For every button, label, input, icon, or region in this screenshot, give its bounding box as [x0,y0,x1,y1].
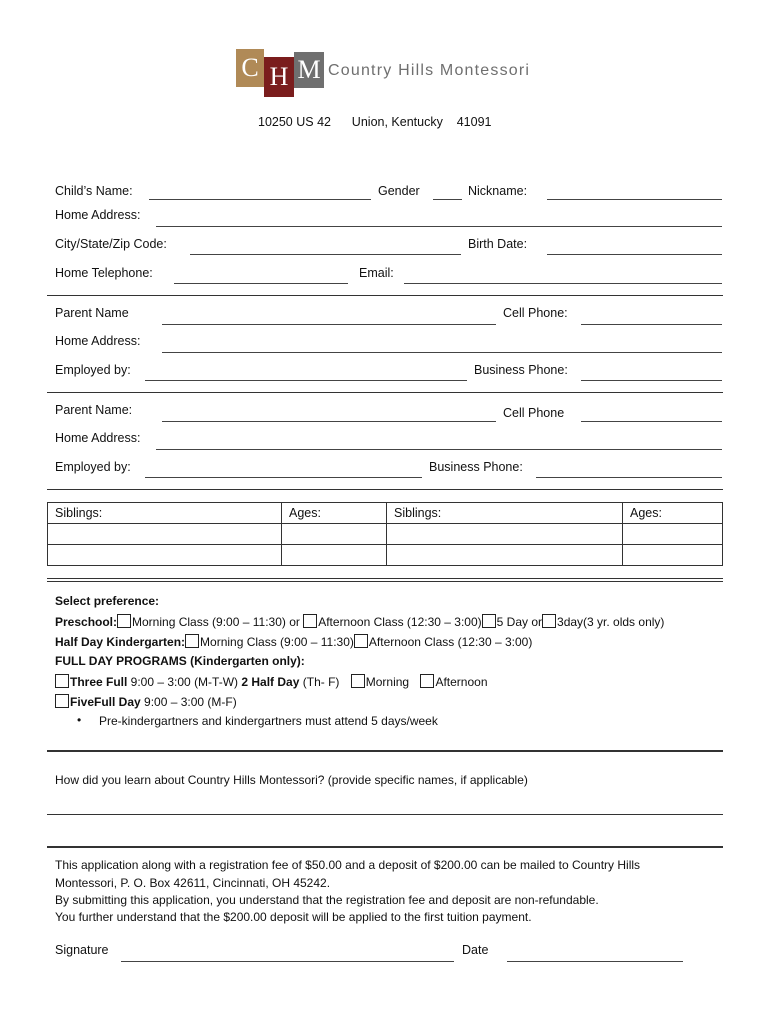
preschool-row [55,614,664,629]
halfday-morning-label: Morning Class (9:00 – 11:30) [200,635,354,649]
city-state-zip-label: City/State/Zip Code: [55,237,167,251]
five-day-checkbox[interactable] [482,614,496,628]
three-full-time: 9:00 – 3:00 (M-T-W) [127,675,242,689]
home-address-label: Home Address: [55,208,141,222]
parent2-home-address-field[interactable] [156,449,722,450]
select-preference-title: Select preference: [55,594,160,608]
ages-header: Ages: [623,503,723,524]
preschool-morning-label: Morning Class (9:00 – 11:30) or [132,615,300,629]
parent1-home-address-field[interactable] [162,352,722,353]
logo-letter-m: M [294,52,324,88]
halfday-label: Half Day Kindergarten: [55,635,186,649]
preschool-afternoon-label: Afternoon Class (12:30 – 3:00) [318,615,482,629]
ages-header: Ages: [282,503,387,524]
footer-paragraph-line: By submitting this application, you understand that the registration fee and deposit are non-refundable. [55,893,599,907]
sibling-name-cell[interactable] [48,545,282,566]
afternoon-label: Afternoon [435,675,488,689]
parent1-name-field[interactable] [162,324,496,325]
preschool-label: Preschool: [55,615,118,629]
parent1-home-address-label: Home Address: [55,334,141,348]
afternoon-checkbox[interactable] [420,674,434,688]
school-address: 10250 US 42 Union, Kentucky 41091 [258,115,492,129]
three-full-checkbox[interactable] [55,674,69,688]
birth-date-label: Birth Date: [468,237,528,251]
sibling-age-cell[interactable] [623,524,723,545]
childs-name-label: Child’s Name: [55,184,133,198]
section-divider [47,489,723,490]
logo [236,49,536,97]
halfday-row [55,634,532,649]
gender-label: Gender [378,184,420,198]
birth-date-field[interactable] [547,254,722,255]
two-half-time: (Th- F) [299,675,340,689]
parent2-employed-label: Employed by: [55,460,131,474]
attendance-note: Pre-kindergartners and kindergartners must attend 5 days/week [99,714,438,728]
nickname-label: Nickname: [468,184,528,198]
sibling-name-cell[interactable] [48,524,282,545]
parent2-employed-field[interactable] [145,477,422,478]
parent2-home-address-label: Home Address: [55,431,141,445]
footer-paragraph-line: Montessori, P. O. Box 42611, Cincinnati, OH 45242. [55,876,331,890]
parent1-cell-label: Cell Phone: [503,306,568,320]
section-divider [47,750,723,752]
gender-field[interactable] [433,199,462,200]
date-field[interactable] [507,961,683,962]
halfday-afternoon-checkbox[interactable] [354,634,368,648]
date-label: Date [462,943,489,957]
parent2-business-field[interactable] [536,477,722,478]
threefull-row [55,674,488,689]
fivefull-row [55,694,237,709]
three-day-label: 3day(3 yr. olds only) [557,615,665,629]
parent2-cell-label: Cell Phone [503,406,565,420]
home-address-field[interactable] [156,226,722,227]
footer-paragraph-line: You further understand that the $200.00 deposit will be applied to the first tuition payment. [55,910,532,924]
nickname-field[interactable] [547,199,722,200]
preschool-morning-checkbox[interactable] [117,614,131,628]
morning-label: Morning [365,675,410,689]
siblings-table [47,502,723,566]
logo-letter-c: C [236,49,264,87]
two-half-label: 2 Half Day [241,675,300,689]
sibling-name-cell[interactable] [387,524,623,545]
parent2-name-field[interactable] [162,421,496,422]
morning-checkbox[interactable] [351,674,365,688]
siblings-header: Siblings: [48,503,282,524]
learn-answer-line[interactable] [47,846,723,848]
five-full-time: 9:00 – 3:00 (M-F) [140,695,237,709]
learn-question: How did you learn about Country Hills Montessori? (provide specific names, if applicable) [55,773,528,787]
five-full-label: FiveFull Day [70,695,141,709]
fullday-title: FULL DAY PROGRAMS (Kindergarten only): [55,654,305,668]
sibling-age-cell[interactable] [623,545,723,566]
parent1-business-label: Business Phone: [474,363,568,377]
signature-label: Signature [55,943,109,957]
parent1-name-label: Parent Name [55,306,129,320]
sibling-name-cell[interactable] [387,545,623,566]
signature-field[interactable] [121,961,454,962]
table-row [48,503,723,524]
section-divider [47,392,723,393]
three-day-checkbox[interactable] [542,614,556,628]
footer-paragraph-line: This application along with a registration fee of $50.00 and a deposit of $200.00 can be mailed to Country Hills [55,858,641,872]
parent2-name-label: Parent Name: [55,403,133,417]
bullet-dot: • [77,713,82,727]
sibling-age-cell[interactable] [282,524,387,545]
table-row [48,524,723,545]
three-full-label: Three Full [70,675,128,689]
email-label: Email: [359,266,394,280]
home-telephone-label: Home Telephone: [55,266,153,280]
preschool-afternoon-checkbox[interactable] [303,614,317,628]
parent2-cell-field[interactable] [581,421,722,422]
parent1-business-field[interactable] [581,380,722,381]
halfday-afternoon-label: Afternoon Class (12:30 – 3:00) [368,635,533,649]
logo-name: Country Hills Montessori [328,62,531,79]
sibling-age-cell[interactable] [282,545,387,566]
five-full-checkbox[interactable] [55,694,69,708]
parent2-business-label: Business Phone: [429,460,523,474]
city-state-zip-field[interactable] [190,254,461,255]
five-day-label: 5 Day or [496,615,543,629]
parent1-employed-label: Employed by: [55,363,131,377]
email-field[interactable] [404,283,722,284]
table-row [48,545,723,566]
learn-answer-line[interactable] [47,814,723,815]
double-divider [47,578,723,579]
logo-letter-h: H [264,57,294,97]
parent1-employed-field[interactable] [145,380,467,381]
childs-name-field[interactable] [149,199,371,200]
section-divider [47,295,723,296]
halfday-morning-checkbox[interactable] [185,634,199,648]
siblings-header: Siblings: [387,503,623,524]
parent1-cell-field[interactable] [581,324,722,325]
home-telephone-field[interactable] [174,283,348,284]
double-divider [47,581,723,582]
